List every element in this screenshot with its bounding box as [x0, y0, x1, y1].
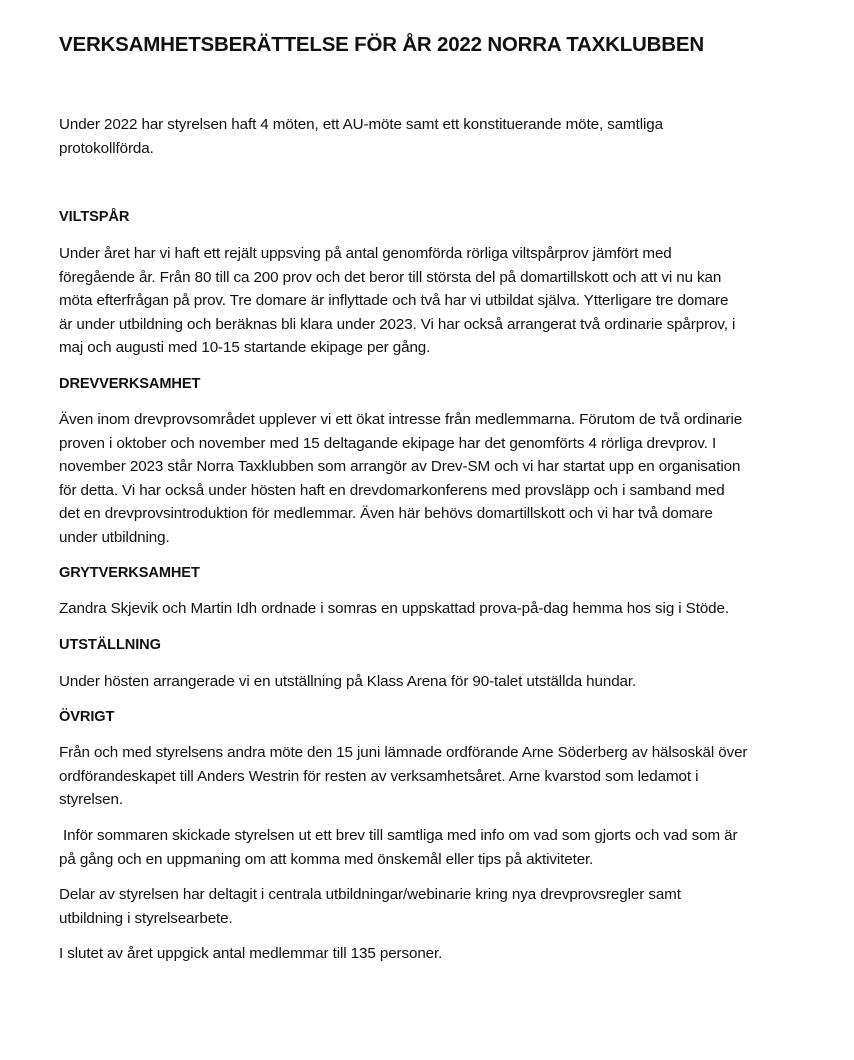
body-line: Även inom drevprovsområdet upplever vi ett ökat intresse från medlemmarna. Förutom de två ordinarie [59, 411, 743, 428]
section-body-ovrigt-p4 [59, 942, 442, 966]
body-line: maj och augusti med 10-15 startande ekipage per gång. [59, 339, 431, 357]
body-line: Under året har vi haft ett rejält uppsving på antal genomförda rörliga viltspårprov jämfört med [59, 245, 672, 262]
section-heading-utstallning: UTSTÄLLNING [59, 637, 161, 653]
body-line: Delar av styrelsen har deltagit i centrala utbildningar/webinarie kring nya drevprovsregler samt [59, 886, 681, 903]
section-heading-drev: DREVVERKSAMHET [59, 376, 201, 392]
section-body-ovrigt-p3 [59, 883, 681, 930]
intro-line: protokollförda. [59, 139, 154, 157]
body-line: är under utbildning och beräknas bli klara under 2023. Vi har också arrangerat två ordinarie spårprov, i [59, 315, 736, 333]
section-body-utstallning [59, 670, 636, 694]
body-line: ordförandeskapet till Anders Westrin för resten av verksamhetsåret. Arne kvarstod som ledamot i [59, 767, 699, 785]
body-line: Under hösten arrangerade vi en utställning på Klass Arena för 90-talet utställda hundar. [59, 673, 637, 690]
body-line: det en drevprovsintroduktion för medlemmar. Även här behövs domartillskott och vi har två domare [59, 505, 713, 523]
body-line: Zandra Skjevik och Martin Idh ordnade i somras en uppskattad prova-på-dag hemma hos sig i Stöde. [59, 600, 729, 617]
body-line: Inför sommaren skickade styrelsen ut ett brev till samtliga med info om vad som gjorts och vad som är [63, 827, 738, 844]
section-body-viltspar [59, 242, 735, 360]
body-line: under utbildning. [59, 528, 170, 546]
section-body-ovrigt-p1 [59, 741, 747, 812]
body-line: Från och med styrelsens andra möte den 15 juni lämnade ordförande Arne Söderberg av hälsoskäl över [59, 744, 748, 761]
body-line: I slutet av året uppgick antal medlemmar till 135 personer. [59, 945, 443, 962]
document-title: VERKSAMHETSBERÄTTELSE FÖR ÅR 2022 NORRA TAXKLUBBEN [59, 33, 704, 56]
section-body-drev [59, 408, 742, 550]
intro-line: Under 2022 har styrelsen haft 4 möten, ett AU-möte samt ett konstituerande möte, samtliga [59, 116, 663, 133]
body-line: utbildning i styrelsearbete. [59, 909, 233, 927]
section-heading-ovrigt: ÖVRIGT [59, 709, 115, 725]
body-line: november 2023 står Norra Taxklubben som arrangör av Drev-SM och vi har startat upp en organisation [59, 458, 741, 476]
intro-paragraph [59, 113, 663, 160]
section-body-ovrigt-p2 [59, 824, 737, 871]
body-line: möta efterfrågan på prov. Tre domare är inflyttade och två har vi utbildat själva. Ytterligare tre domare [59, 292, 729, 310]
body-line: för detta. Vi har också under hösten haft en drevdomarkonferens med provsläpp och i samband med [59, 481, 725, 499]
section-heading-gryt: GRYTVERKSAMHET [59, 565, 200, 581]
section-heading-viltspar: VILTSPÅR [59, 209, 130, 225]
body-line: på gång och en uppmaning om att komma med önskemål eller tips på aktiviteter. [59, 850, 594, 868]
body-line: föregående år. Från 80 till ca 200 prov och det beror till största del på domartillskott och att vi nu kan [59, 268, 722, 286]
body-line: proven i oktober och november med 15 deltagande ekipage har det genomförts 4 rörliga drevprov. I [59, 434, 717, 452]
section-body-gryt [59, 597, 729, 621]
body-line: styrelsen. [59, 791, 123, 809]
